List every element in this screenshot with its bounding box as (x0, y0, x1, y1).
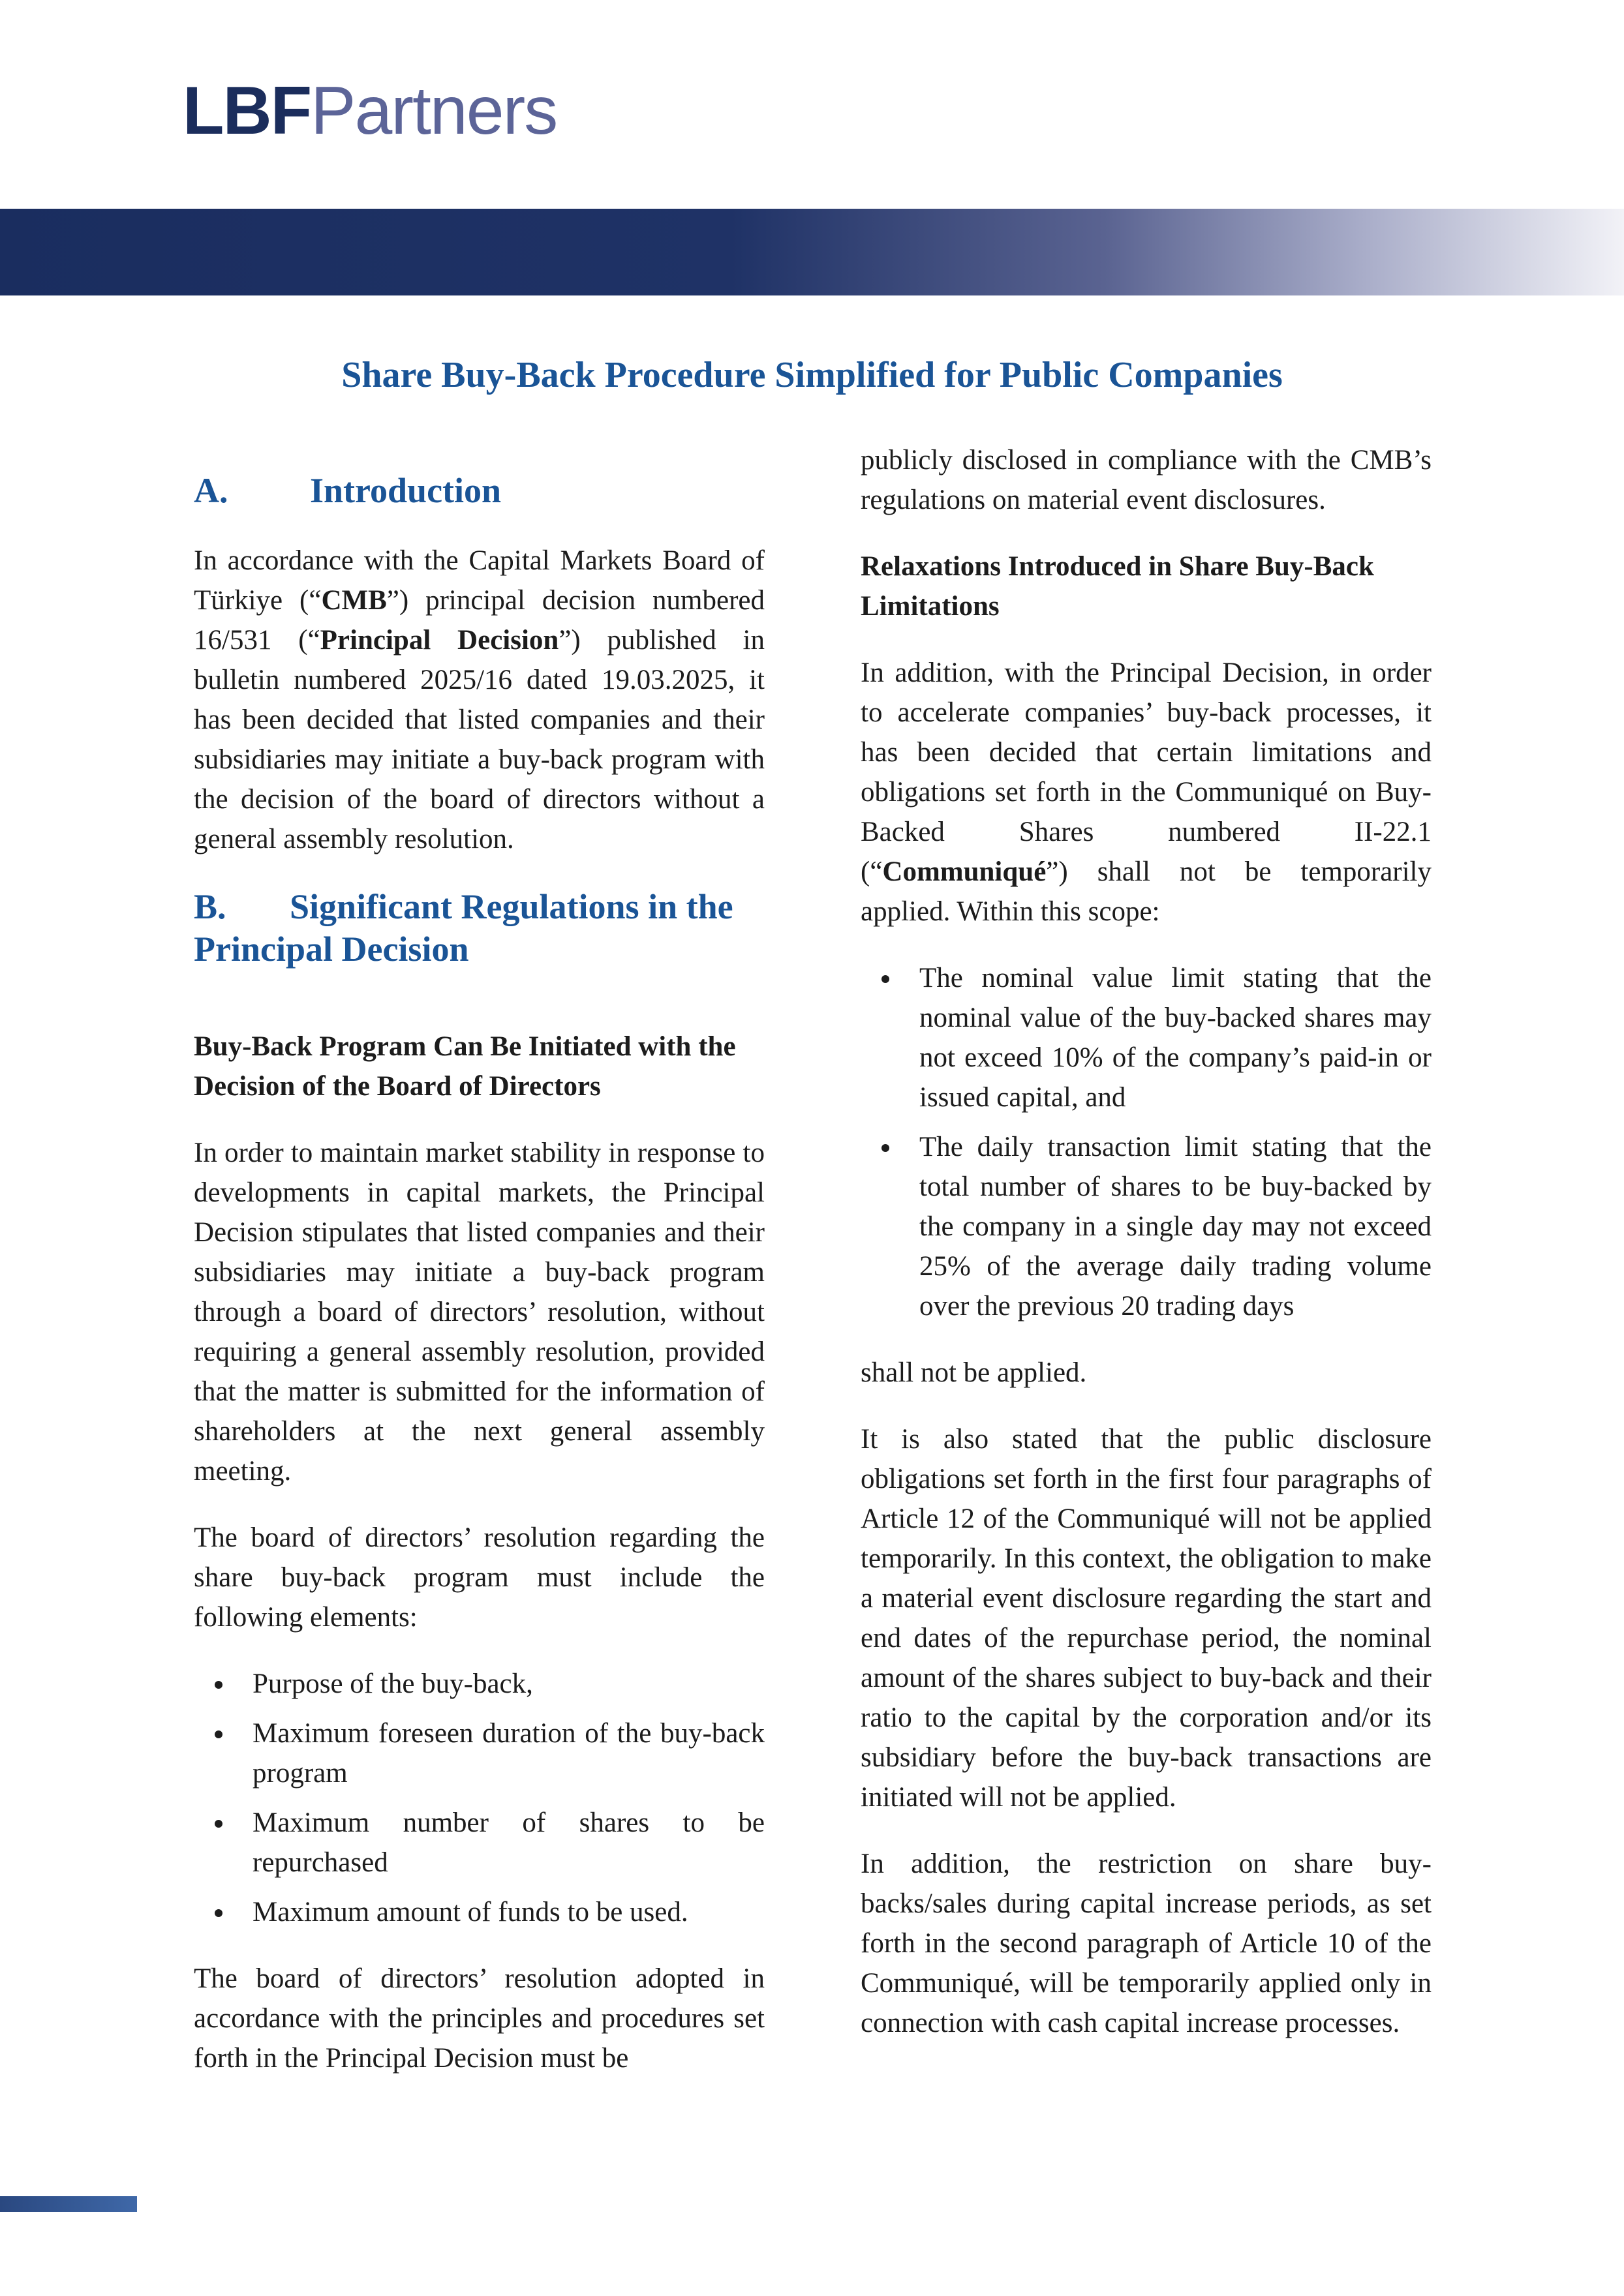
intro-text-2: ”) principal decision numbered 16/531 (“ (194, 585, 765, 656)
relaxations-bold-communique: Communiqué (882, 856, 1047, 887)
header-banner (0, 209, 1624, 295)
section-a-letter: A. (194, 471, 228, 510)
intro-text-3: ”) published in bulletin numbered 2025/16 dated 19.03.2025, it has been decided that listed companies and their subsidiaries may initiate a buy-back program with the decision of the board of directors without a general assembly resolution. (194, 625, 765, 854)
footer-accent-bar (0, 2196, 137, 2212)
section-b-paragraph-1: In order to maintain market stability in response to developments in capital markets, the Principal Decision stipulates that listed companies and their subsidiaries may initiate a buy-back program through a board of directors’ resolution, without requiring a general assembly resolution, provided that the matter is submitted for the information of shareholders at the next general assembly meeting. (194, 1138, 765, 1487)
limitations-list (861, 958, 1432, 1326)
relaxations-text-1: In addition, with the Principal Decision, in order to accelerate companies’ buy-back processes, it has been decided that certain limitations and obligations set forth in the Communiqué on Buy-Backed Shares numbered II-22.1 (“ (861, 657, 1432, 887)
section-b-paragraph-3: The board of directors’ resolution adopted in accordance with the principles and procedures set forth in the Principal Decision must be (194, 1963, 765, 2074)
logo-light-text: Partners (311, 73, 557, 149)
section-b-title: Significant Regulations in the Principal Decision (194, 887, 733, 969)
relaxations-paragraph-3: It is also stated that the public disclosure obligations set forth in the first four paragraphs of Article 12 of the Communiqué will not be applied temporarily. In this context, the obligation to make a material event disclosure regarding the start and end dates of the repurchase period, the nominal amount of the shares subject to buy-back and their ratio to the capital by the corporation and/or its subsidiary before the buy-back transactions are initiated will not be applied. (861, 1424, 1432, 1813)
intro-paragraph (194, 541, 765, 859)
relaxations-paragraph-2: shall not be applied. (861, 1357, 1087, 1388)
section-b-paragraph-2: The board of directors’ resolution regarding the share buy-back program must include the following elements: (194, 1522, 765, 1633)
section-b-heading (194, 886, 765, 971)
relaxations-paragraph-4: In addition, the restriction on share buy-backs/sales during capital increase periods, as set forth in the second paragraph of Article 10 of the Communiqué, will be temporarily applied only in connection with cash capital increase processes. (861, 1849, 1432, 2038)
intro-text-1: In accordance with the Capital Markets Board of Türkiye (“ (194, 545, 765, 616)
list-item: Maximum amount of funds to be used. (253, 1892, 765, 1932)
resolution-elements-list (194, 1664, 765, 1932)
list-item: Purpose of the buy-back, (253, 1664, 765, 1704)
section-b-letter: B. (194, 887, 226, 926)
list-item: The nominal value limit stating that the nominal value of the buy-backed shares may not exceed 10% of the company’s paid-in or issued capital, and (919, 958, 1432, 1117)
left-column (194, 470, 765, 2105)
list-item: The daily transaction limit stating that the total number of shares to be buy-backed by the company in a single day may not exceed 25% of the average daily trading volume over the previous 20 trading days (919, 1127, 1432, 1326)
continuation-paragraph: publicly disclosed in compliance with the CMB’s regulations on material event disclosures. (861, 445, 1432, 515)
document-title: Share Buy-Back Procedure Simplified for Public Companies (341, 355, 1283, 395)
intro-bold-cmb: CMB (321, 585, 387, 616)
relaxations-text-2: ”) shall not be temporarily applied. Within this scope: (861, 856, 1432, 927)
intro-bold-principal-decision: Principal Decision (320, 625, 559, 656)
section-a-title: Introduction (310, 471, 502, 510)
section-a-heading (194, 470, 765, 512)
right-column (861, 440, 1432, 2070)
list-item: Maximum number of shares to be repurchased (253, 1803, 765, 1882)
list-item: Maximum foreseen duration of the buy-back program (253, 1714, 765, 1793)
relaxations-subheading: Relaxations Introduced in Share Buy-Back Limitations (861, 551, 1374, 622)
company-logo (183, 73, 557, 149)
relaxations-paragraph-1 (861, 653, 1432, 931)
logo-bold-text: LBF (183, 73, 311, 149)
buyback-board-subheading: Buy-Back Program Can Be Initiated with the Decision of the Board of Directors (194, 1031, 736, 1102)
